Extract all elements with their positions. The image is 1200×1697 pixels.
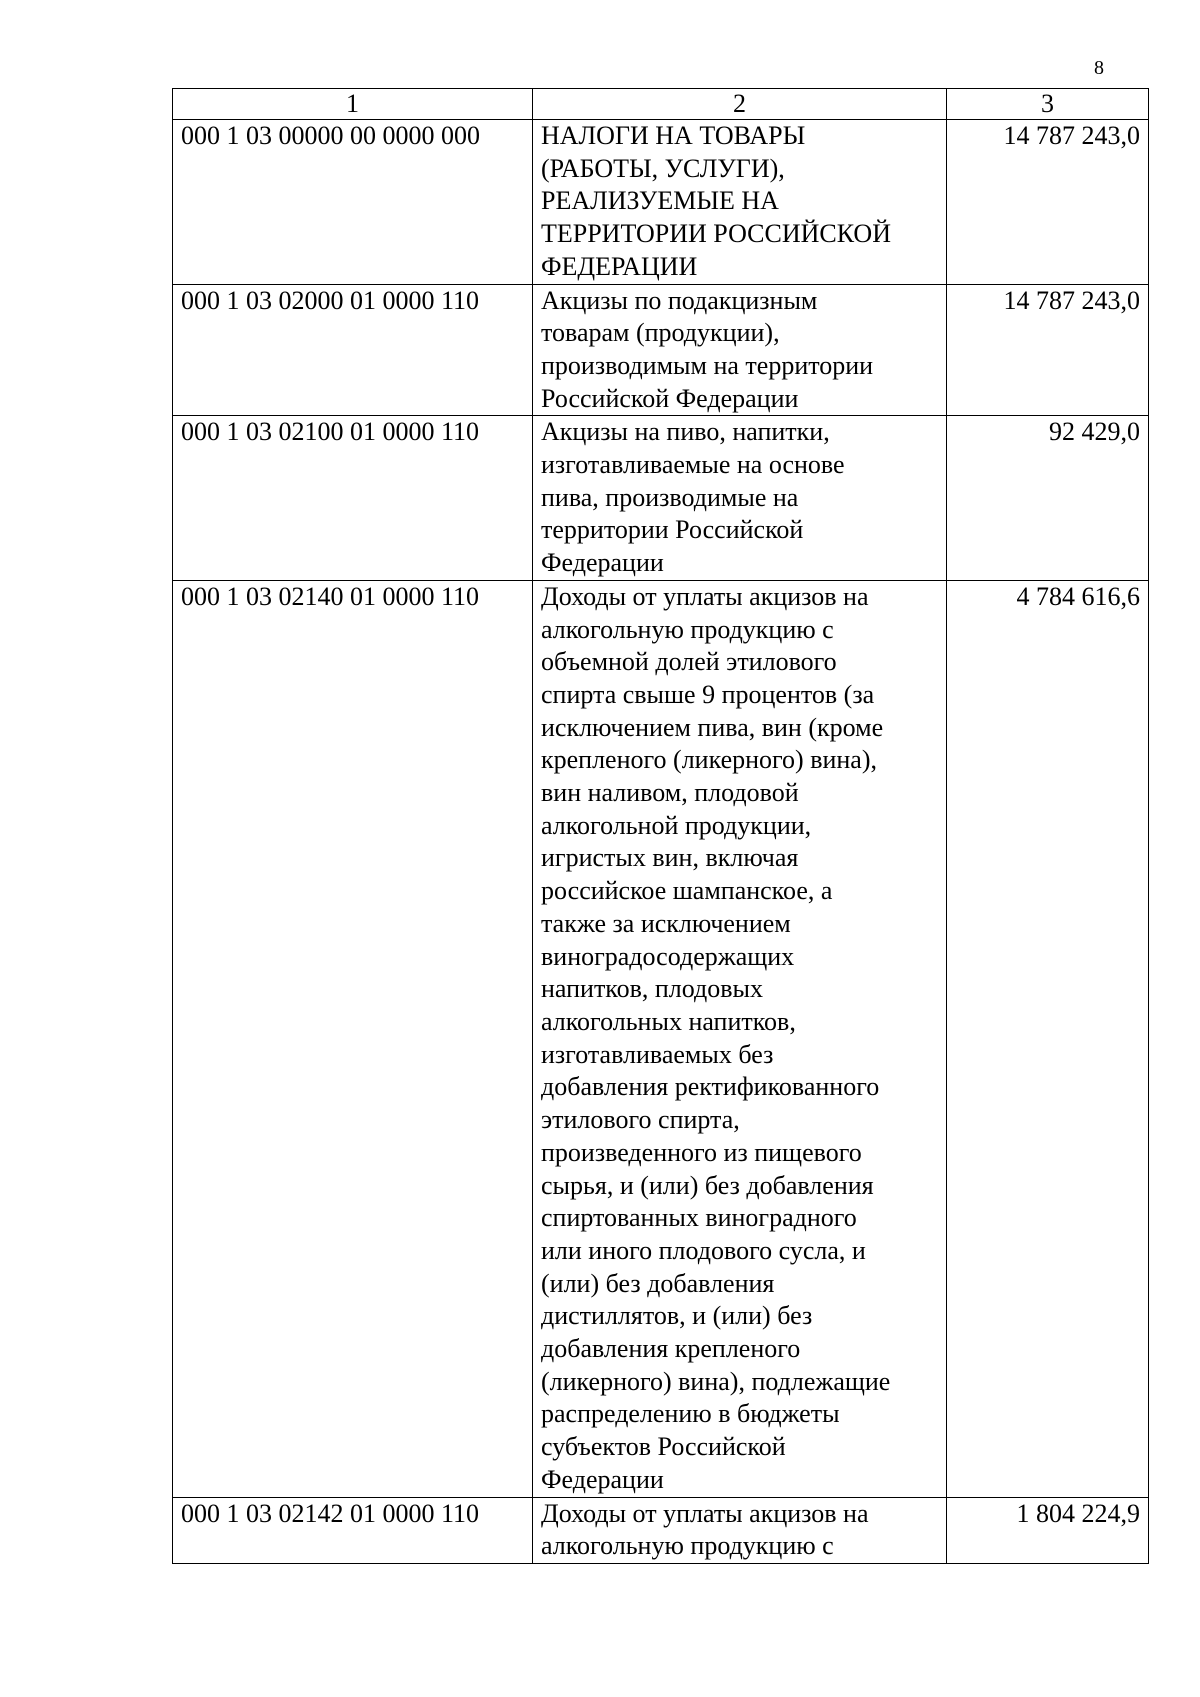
column-header-amount: 3	[947, 89, 1149, 120]
amount-cell: 14 787 243,0	[947, 284, 1149, 416]
revenue-name-line: алкогольную продукцию с	[541, 614, 834, 644]
table-row	[173, 580, 1149, 1497]
budget-code-cell: 000 1 03 02140 01 0000 110	[173, 580, 533, 1497]
column-header-code: 1	[173, 89, 533, 120]
revenue-name-line: изготавливаемые на основе	[541, 450, 845, 480]
revenue-name-line: спиртованных виноградного	[541, 1203, 857, 1233]
column-header-name: 2	[533, 89, 947, 120]
revenue-name-cell	[533, 416, 947, 581]
table-row	[173, 1497, 1149, 1563]
revenue-name-line: товарам (продукции),	[541, 318, 780, 348]
revenue-name-line: игристых вин, включая	[541, 843, 799, 873]
table-row	[173, 416, 1149, 581]
revenue-name-line: алкогольной продукции,	[541, 810, 812, 840]
amount-cell: 14 787 243,0	[947, 120, 1149, 285]
revenue-name-cell	[533, 580, 947, 1497]
revenue-name-line: распределению в бюджеты	[541, 1399, 840, 1429]
amount-cell: 4 784 616,6	[947, 580, 1149, 1497]
revenue-name-line: спирта свыше 9 процентов (за	[541, 679, 875, 709]
revenue-name-line: алкогольную продукцию с	[541, 1531, 834, 1561]
revenue-name-line: Акцизы по подакцизным	[541, 285, 818, 315]
revenue-name-line: российское шампанское, а	[541, 876, 833, 906]
amount-cell: 1 804 224,9	[947, 1497, 1149, 1563]
revenue-name-line: Доходы от уплаты акцизов на	[541, 581, 869, 611]
revenue-name-line: объемной долей этилового	[541, 647, 837, 677]
revenue-name-line: исключением пива, вин (кроме	[541, 712, 884, 742]
revenue-name-line: или иного плодового сусла, и	[541, 1235, 866, 1265]
table-body	[173, 120, 1149, 1564]
revenue-name-line: (или) без добавления	[541, 1268, 775, 1298]
revenue-name-cell	[533, 1497, 947, 1563]
revenue-name-line: вин наливом, плодовой	[541, 778, 799, 808]
budget-code-cell: 000 1 03 02000 01 0000 110	[173, 284, 533, 416]
budget-code-cell: 000 1 03 00000 00 0000 000	[173, 120, 533, 285]
revenue-name-line: Акцизы на пиво, напитки,	[541, 417, 830, 447]
revenue-name-line: сырья, и (или) без добавления	[541, 1170, 874, 1200]
page-number: 8	[1094, 57, 1104, 79]
revenue-name-line: производимым на территории	[541, 350, 874, 380]
revenue-name-line: виноградосодержащих	[541, 941, 795, 971]
revenue-name-line: Доходы от уплаты акцизов на	[541, 1498, 869, 1528]
revenue-name-line: этилового спирта,	[541, 1105, 740, 1135]
revenue-name-line: территории Российской	[541, 515, 804, 545]
budget-revenue-table	[172, 88, 1149, 1564]
revenue-name-line: (РАБОТЫ, УСЛУГИ),	[541, 153, 785, 183]
table-header-row	[173, 89, 1149, 120]
revenue-name-line: Федерации	[541, 1464, 664, 1494]
revenue-name-line: изготавливаемых без	[541, 1039, 774, 1069]
revenue-name-cell	[533, 284, 947, 416]
table-row	[173, 120, 1149, 285]
revenue-name-line: ФЕДЕРАЦИИ	[541, 251, 698, 281]
revenue-name-line: ТЕРРИТОРИИ РОССИЙСКОЙ	[541, 219, 891, 249]
revenue-name-line: РЕАЛИЗУЕМЫЕ НА	[541, 186, 779, 216]
revenue-name-line: Российской Федерации	[541, 383, 799, 413]
revenue-name-line: НАЛОГИ НА ТОВАРЫ	[541, 121, 806, 150]
revenue-name-line: субъектов Российской	[541, 1432, 786, 1462]
revenue-name-line: (ликерного) вина), подлежащие	[541, 1366, 891, 1396]
revenue-name-line: пива, производимые на	[541, 482, 799, 512]
amount-cell: 92 429,0	[947, 416, 1149, 581]
revenue-name-line: алкогольных напитков,	[541, 1006, 796, 1036]
budget-code-cell: 000 1 03 02100 01 0000 110	[173, 416, 533, 581]
revenue-name-line: напитков, плодовых	[541, 974, 764, 1004]
revenue-name-line: дистиллятов, и (или) без	[541, 1301, 813, 1331]
revenue-name-cell	[533, 120, 947, 285]
revenue-name-line: Федерации	[541, 548, 664, 578]
revenue-name-line: произведенного из пищевого	[541, 1137, 862, 1167]
revenue-name-line: также за исключением	[541, 908, 791, 938]
table-row	[173, 284, 1149, 416]
revenue-name-line: добавления ректификованного	[541, 1072, 880, 1102]
budget-code-cell: 000 1 03 02142 01 0000 110	[173, 1497, 533, 1563]
revenue-name-line: крепленого (ликерного) вина),	[541, 745, 877, 775]
revenue-name-line: добавления крепленого	[541, 1334, 801, 1364]
